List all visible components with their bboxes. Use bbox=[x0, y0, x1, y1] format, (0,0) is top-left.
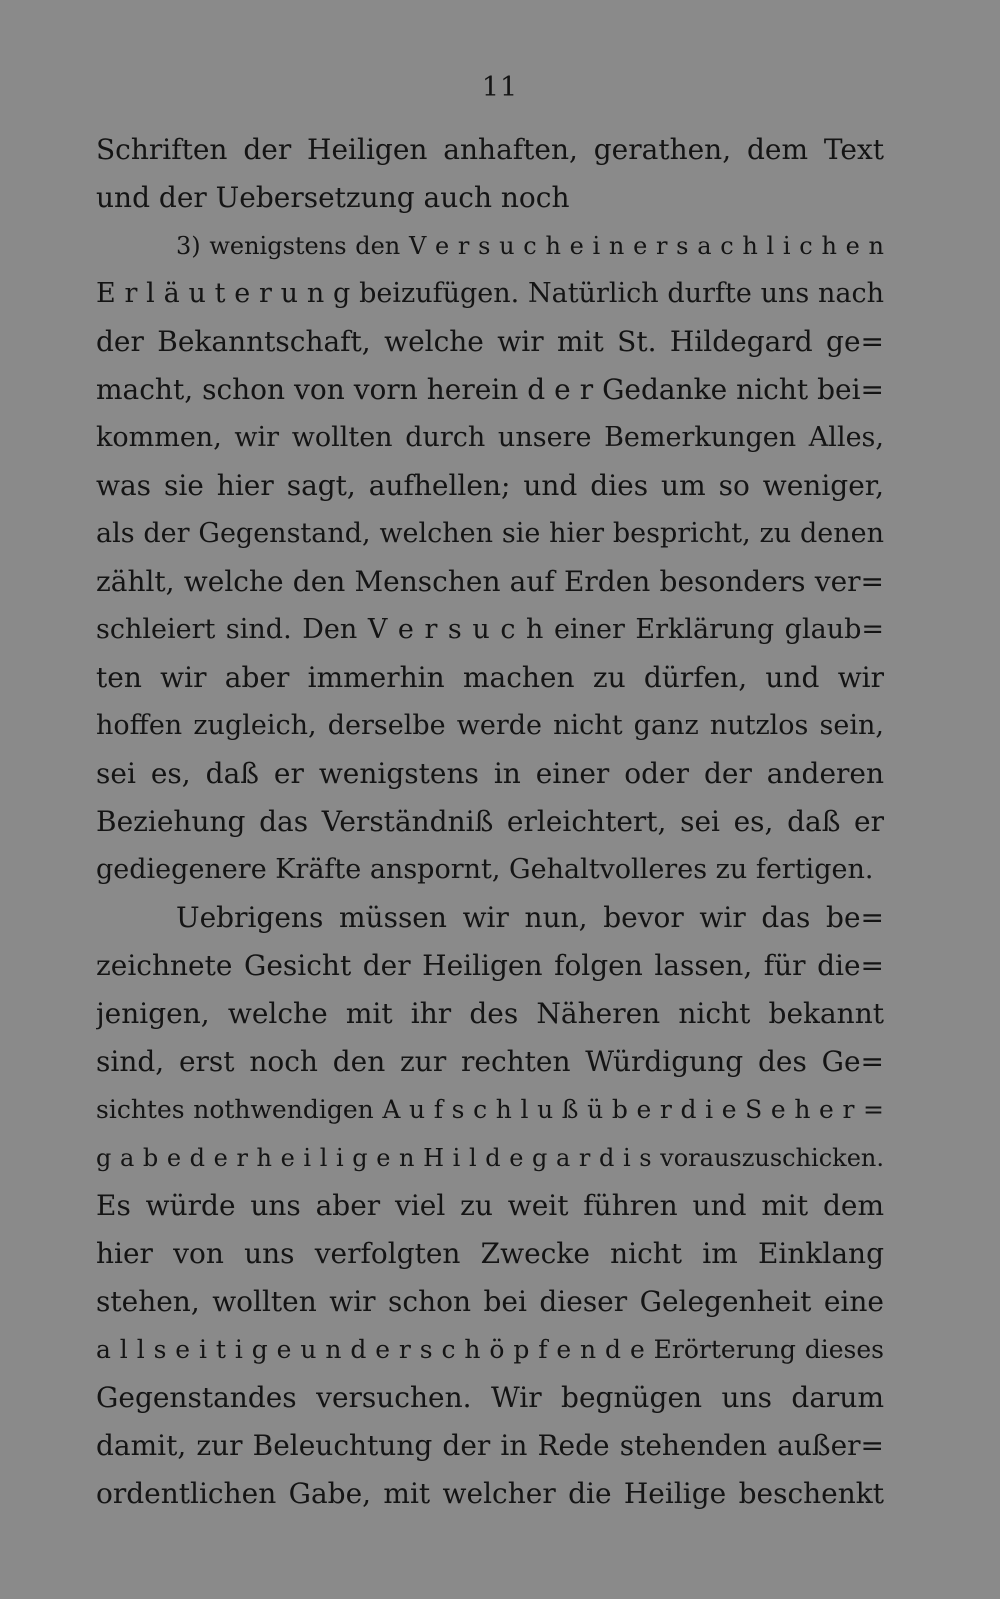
text-line: 3) wenigstens den V e r s u c h e i n e r s a c h l i c h e n bbox=[176, 232, 884, 260]
text-line: sind, erst noch den zur rechten Würdigung des Ge= bbox=[96, 1045, 884, 1078]
page-number: 11 bbox=[481, 72, 519, 103]
text-line: a l l s e i t i g e u n d e r s c h ö p f e n d e Erörterung dieses bbox=[96, 1335, 884, 1364]
text-line: hier von uns verfolgten Zwecke nicht im Einklang bbox=[96, 1237, 884, 1270]
text-line: was sie hier sagt, aufhellen; und dies um so weniger, bbox=[96, 469, 884, 502]
text-line: zählt, welche den Menschen auf Erden besonders ver= bbox=[96, 565, 884, 598]
text-line: kommen, wir wollten durch unsere Bemerkungen Alles, bbox=[96, 422, 884, 453]
text-line: Gegenstandes versuchen. Wir begnügen uns darum bbox=[96, 1381, 884, 1414]
text-line: Beziehung das Verständniß erleichtert, sei es, daß er bbox=[96, 805, 884, 838]
text-line: gediegenere Kräfte anspornt, Gehaltvolleres zu fertigen. bbox=[96, 854, 874, 885]
text-line: zeichnete Gesicht der Heiligen folgen lassen, für die= bbox=[96, 949, 884, 982]
text-line: Schriften der Heiligen anhaften, gerathen, dem Text bbox=[96, 133, 884, 166]
text-line: hoffen zugleich, derselbe werde nicht ganz nutzlos sein, bbox=[96, 710, 884, 741]
body-text bbox=[96, 126, 884, 1518]
text-line: ordentlichen Gabe, mit welcher die Heilige beschenkt bbox=[96, 1477, 884, 1510]
text-line: sei es, daß er wenigstens in einer oder der anderen bbox=[96, 757, 884, 790]
text-line: E r l ä u t e r u n g beizufügen. Natürlich durfte uns nach bbox=[96, 278, 884, 309]
text-line: der Bekanntschaft, welche wir mit St. Hildegard ge= bbox=[96, 325, 884, 358]
text-line: macht, schon von vorn herein d e r Gedanke nicht bei= bbox=[96, 373, 884, 406]
text-line: sichtes nothwendigen A u f s c h l u ß ü b e r d i e S e h e r = bbox=[96, 1095, 884, 1124]
text-line: als der Gegenstand, welchen sie hier bespricht, zu denen bbox=[96, 518, 884, 549]
text-line: und der Uebersetzung auch noch bbox=[96, 181, 570, 214]
text-line: ten wir aber immerhin machen zu dürfen, und wir bbox=[96, 661, 884, 694]
text-line: jenigen, welche mit ihr des Näheren nicht bekannt bbox=[96, 997, 884, 1030]
text-line: schleiert sind. Den V e r s u c h einer Erklärung glaub= bbox=[96, 614, 884, 645]
text-line: stehen, wollten wir schon bei dieser Gelegenheit eine bbox=[96, 1285, 884, 1318]
text-line: Es würde uns aber viel zu weit führen und mit dem bbox=[96, 1189, 884, 1222]
text-line: damit, zur Beleuchtung der in Rede stehenden außer= bbox=[96, 1429, 884, 1462]
text-line: g a b e d e r h e i l i g e n H i l d e g a r d i s vorauszuschicken. bbox=[96, 1144, 884, 1172]
text-line: Uebrigens müssen wir nun, bevor wir das be= bbox=[176, 901, 884, 934]
